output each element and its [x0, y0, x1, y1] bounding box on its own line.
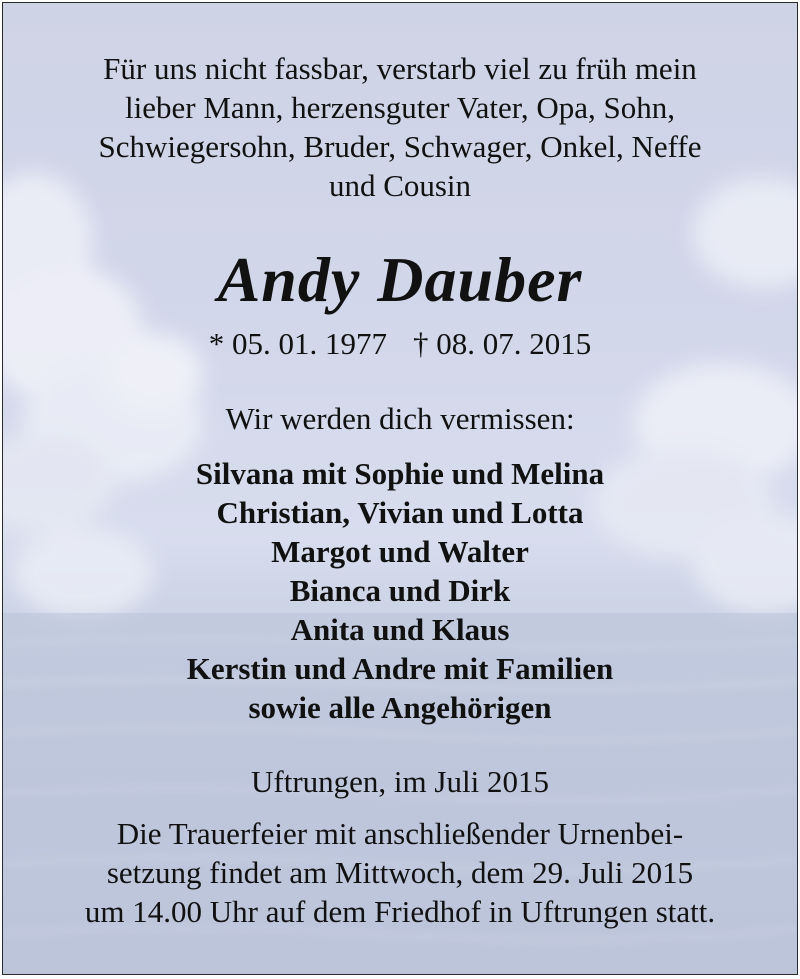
mourner-line: Bianca und Dirk	[289, 573, 511, 608]
mourner-line: Christian, Vivian und Lotta	[216, 495, 584, 530]
birth-date: * 05. 01. 1977	[208, 326, 387, 361]
intro-line-1: Für uns nicht fassbar, verstarb viel zu früh mein	[103, 51, 697, 86]
mourner-line: Silvana mit Sophie und Melina	[195, 456, 605, 491]
obituary-notice	[2, 2, 798, 975]
miss-line: Wir werden dich vermissen:	[225, 401, 575, 436]
death-date: † 08. 07. 2015	[413, 326, 592, 361]
funeral-line-1: Die Trauerfeier mit anschließender Urnenbei-	[116, 816, 684, 851]
intro-line-4: und Cousin	[328, 168, 472, 203]
mourner-line: Kerstin und Andre mit Familien	[186, 651, 614, 686]
mourner-line: Anita und Klaus	[290, 612, 510, 647]
funeral-line-3: um 14.00 Uhr auf dem Friedhof in Uftrungen statt.	[84, 894, 716, 929]
funeral-line-2: setzung findet am Mittwoch, dem 29. Juli 2015	[106, 855, 694, 890]
mourner-line: sowie alle Angehörigen	[248, 690, 552, 725]
mourner-line: Margot und Walter	[271, 534, 529, 569]
intro-line-3: Schwiegersohn, Bruder, Schwager, Onkel, Neffe	[98, 129, 702, 164]
place-date: Uftrungen, im Juli 2015	[251, 764, 549, 799]
deceased-name: Andy Dauber	[217, 244, 583, 315]
life-dates	[3, 325, 797, 363]
intro-line-2: lieber Mann, herzensguter Vater, Opa, Sohn,	[125, 90, 675, 125]
notice-text	[3, 3, 797, 974]
